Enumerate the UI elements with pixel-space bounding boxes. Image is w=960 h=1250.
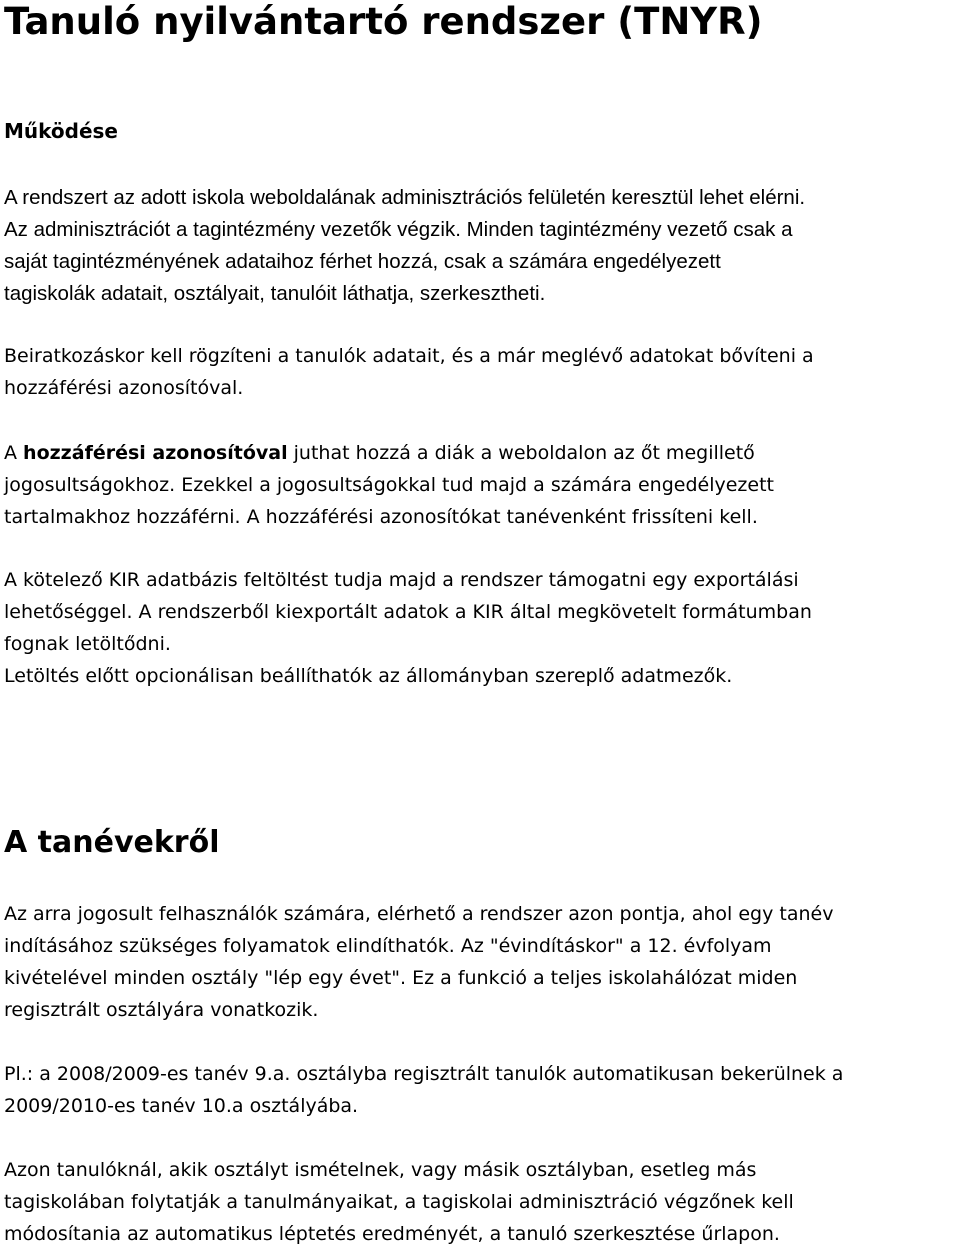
text-line: A kötelező KIR adatbázis feltöltést tudja majd a rendszer támogatni egy exportálási — [4, 569, 799, 591]
text-line: módosítania az automatikus léptetés eredményét, a tanuló szerkesztése űrlapon. — [4, 1223, 780, 1245]
text-line: Beiratkozáskor kell rögzíteni a tanulók adatait, és a már meglévő adatokat bővíteni a — [4, 345, 814, 367]
text-line: A rendszert az adott iskola weboldalának adminisztrációs felületén keresztül lehet elérni. — [4, 186, 806, 209]
paragraph-school-year — [4, 898, 833, 1026]
paragraph-repeaters — [4, 1154, 794, 1250]
text-line: Azon tanulóknál, akik osztályt ismételnek, vagy másik osztályban, esetleg más — [4, 1159, 757, 1181]
text-line: Pl.: a 2008/2009-es tanév 9.a. osztályba regisztrált tanulók automatikusan bekerülnek a — [4, 1063, 844, 1085]
text-line: hozzáférési azonosítóval. — [4, 377, 244, 399]
bold-term: hozzáférési azonosítóval — [23, 442, 288, 464]
text-line: regisztrált osztályára vonatkozik. — [4, 999, 319, 1021]
text-line: fognak letöltődni. — [4, 633, 171, 655]
text-line: Letöltés előtt opcionálisan beállíthatók az állományban szereplő adatmezők. — [4, 665, 733, 687]
text-span: A — [4, 442, 24, 464]
paragraph-access — [4, 182, 805, 310]
paragraph-kir-export — [4, 564, 812, 692]
paragraph-example — [4, 1058, 843, 1122]
text-line — [4, 437, 774, 469]
page-title: Tanuló nyilvántartó rendszer (TNYR) — [4, 0, 763, 43]
paragraph-access-id — [4, 437, 774, 533]
text-line: kivételével minden osztály "lép egy évet". Ez a funkció a teljes iskolahálózat miden — [4, 967, 798, 989]
paragraph-enrollment — [4, 340, 814, 404]
text-line: indításához szükséges folyamatok elindíthatók. Az "évindításkor" a 12. évfolyam — [4, 935, 772, 957]
text-line: jogosultságokhoz. Ezekkel a jogosultságokkal tud majd a számára engedélyezett — [4, 474, 774, 496]
text-span: juthat hozzá a diák a weboldalon az őt megillető — [287, 442, 755, 464]
section-heading-mukodese: Működése — [4, 119, 118, 143]
text-line: saját tagintézményének adataihoz férhet hozzá, csak a számára engedélyezett — [4, 250, 721, 273]
text-line: tartalmakhoz hozzáférni. A hozzáférési azonosítókat tanévenként frissíteni kell. — [4, 506, 758, 528]
text-line: tagiskolában folytatják a tanulmányaikat, a tagiskolai adminisztráció végzőnek kell — [4, 1191, 794, 1213]
text-line: tagiskolák adatait, osztályait, tanulóit láthatja, szerkesztheti. — [4, 282, 546, 305]
text-line: lehetőséggel. A rendszerből kiexportált adatok a KIR által megkövetelt formátumban — [4, 601, 812, 623]
text-line: 2009/2010-es tanév 10.a osztályába. — [4, 1095, 359, 1117]
text-line: Az adminisztrációt a tagintézmény vezetők végzik. Minden tagintézmény vezető csak a — [4, 218, 793, 241]
text-line: Az arra jogosult felhasználók számára, elérhető a rendszer azon pontja, ahol egy tanév — [4, 903, 834, 925]
section-heading-tanevekrol: A tanévekről — [4, 825, 220, 860]
